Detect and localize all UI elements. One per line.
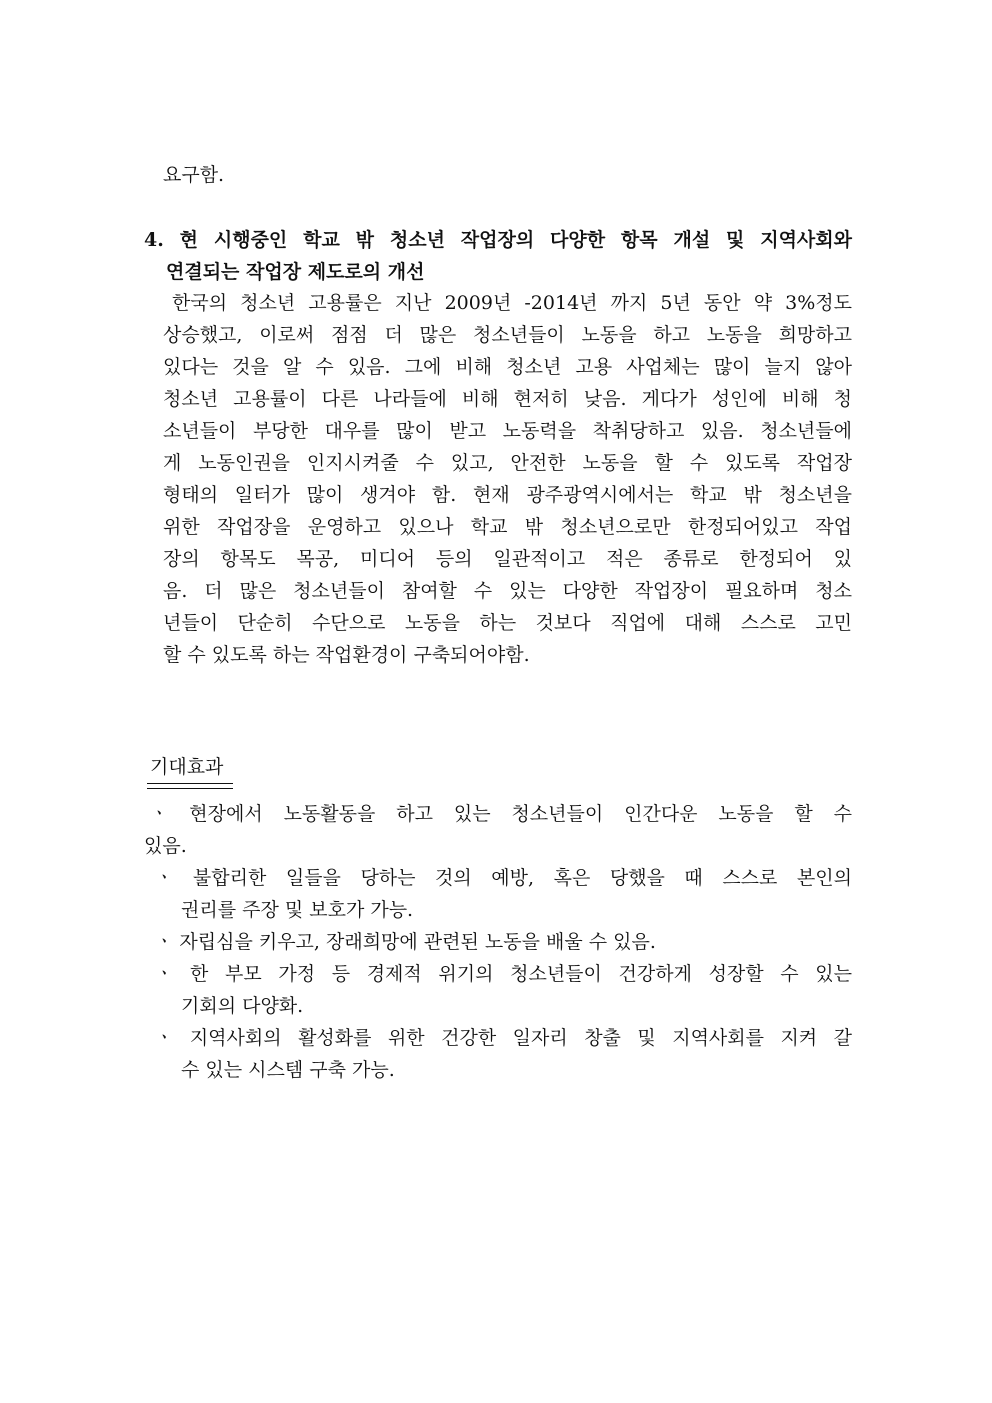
heading-underline [147, 783, 233, 789]
effect-item-line-1: ㆍ 한 부모 가정 등 경제적 위기의 청소년들이 건강하게 성장할 수 있는 [155, 963, 852, 985]
section-4-body-line: 위한 작업장을 운영하고 있으나 학교 밖 청소년으로만 한정되어있고 작업 [163, 516, 852, 538]
section-4-body-line: 할 수 있도록 하는 작업환경이 구축되어야함. [163, 644, 530, 666]
section-4-title-line-2: 연결되는 작업장 제도로의 개선 [166, 261, 425, 283]
effect-item-line-1: ㆍ 현장에서 노동활동을 하고 있는 청소년들이 인간다운 노동을 할 수 [150, 803, 852, 825]
section-4-body-line: 있다는 것을 알 수 있음. 그에 비해 청소년 고용 사업체는 많이 늘지 않아 [163, 356, 852, 378]
section-4-body-line: 소년들이 부당한 대우를 많이 받고 노동력을 착취당하고 있음. 청소년들에 [163, 420, 852, 442]
section-4-body-line: 장의 항목도 목공, 미디어 등의 일관적이고 적은 종류로 한정되어 있 [163, 548, 852, 570]
expected-effects-heading: 기대효과 [150, 756, 224, 778]
effect-item-line-2: 있음. [144, 835, 187, 857]
section-4-body-line: 한국의 청소년 고용률은 지난 2009년 -2014년 까지 5년 동안 약 3%정도 [172, 292, 852, 314]
effect-item-line-1: ㆍ 지역사회의 활성화를 위한 건강한 일자리 창출 및 지역사회를 지켜 갈 [155, 1027, 852, 1049]
section-4-body-line: 청소년 고용률이 다른 나라들에 비해 현저히 낮음. 게다가 성인에 비해 청 [163, 388, 852, 410]
continuation-text: 요구함. [163, 164, 225, 186]
section-4-body-line: 게 노동인권을 인지시켜줄 수 있고, 안전한 노동을 할 수 있도록 작업장 [163, 452, 852, 474]
section-4-body-line: 상승했고, 이로써 점점 더 많은 청소년들이 노동을 하고 노동을 희망하고 [163, 324, 852, 346]
section-4-body-line: 음. 더 많은 청소년들이 참여할 수 있는 다양한 작업장이 필요하며 청소 [163, 580, 852, 602]
effect-item-line-1: ㆍ 자립심을 키우고, 장래희망에 관련된 노동을 배울 수 있음. [155, 931, 656, 953]
section-4-body-line: 형태의 일터가 많이 생겨야 함. 현재 광주광역시에서는 학교 밖 청소년을 [163, 484, 852, 506]
effect-item-line-2: 수 있는 시스템 구축 가능. [181, 1059, 395, 1081]
effect-item-line-2: 권리를 주장 및 보호가 가능. [181, 899, 414, 921]
effect-item-line-2: 기회의 다양화. [181, 995, 304, 1017]
effect-item-line-1: ㆍ 불합리한 일들을 당하는 것의 예방, 혹은 당했을 때 스스로 본인의 [155, 867, 852, 889]
section-4-title-line-1: 4. 현 시행중인 학교 밖 청소년 작업장의 다양한 항목 개설 및 지역사회와 [144, 229, 852, 251]
section-4-body-line: 년들이 단순히 수단으로 노동을 하는 것보다 직업에 대해 스스로 고민 [163, 612, 852, 634]
